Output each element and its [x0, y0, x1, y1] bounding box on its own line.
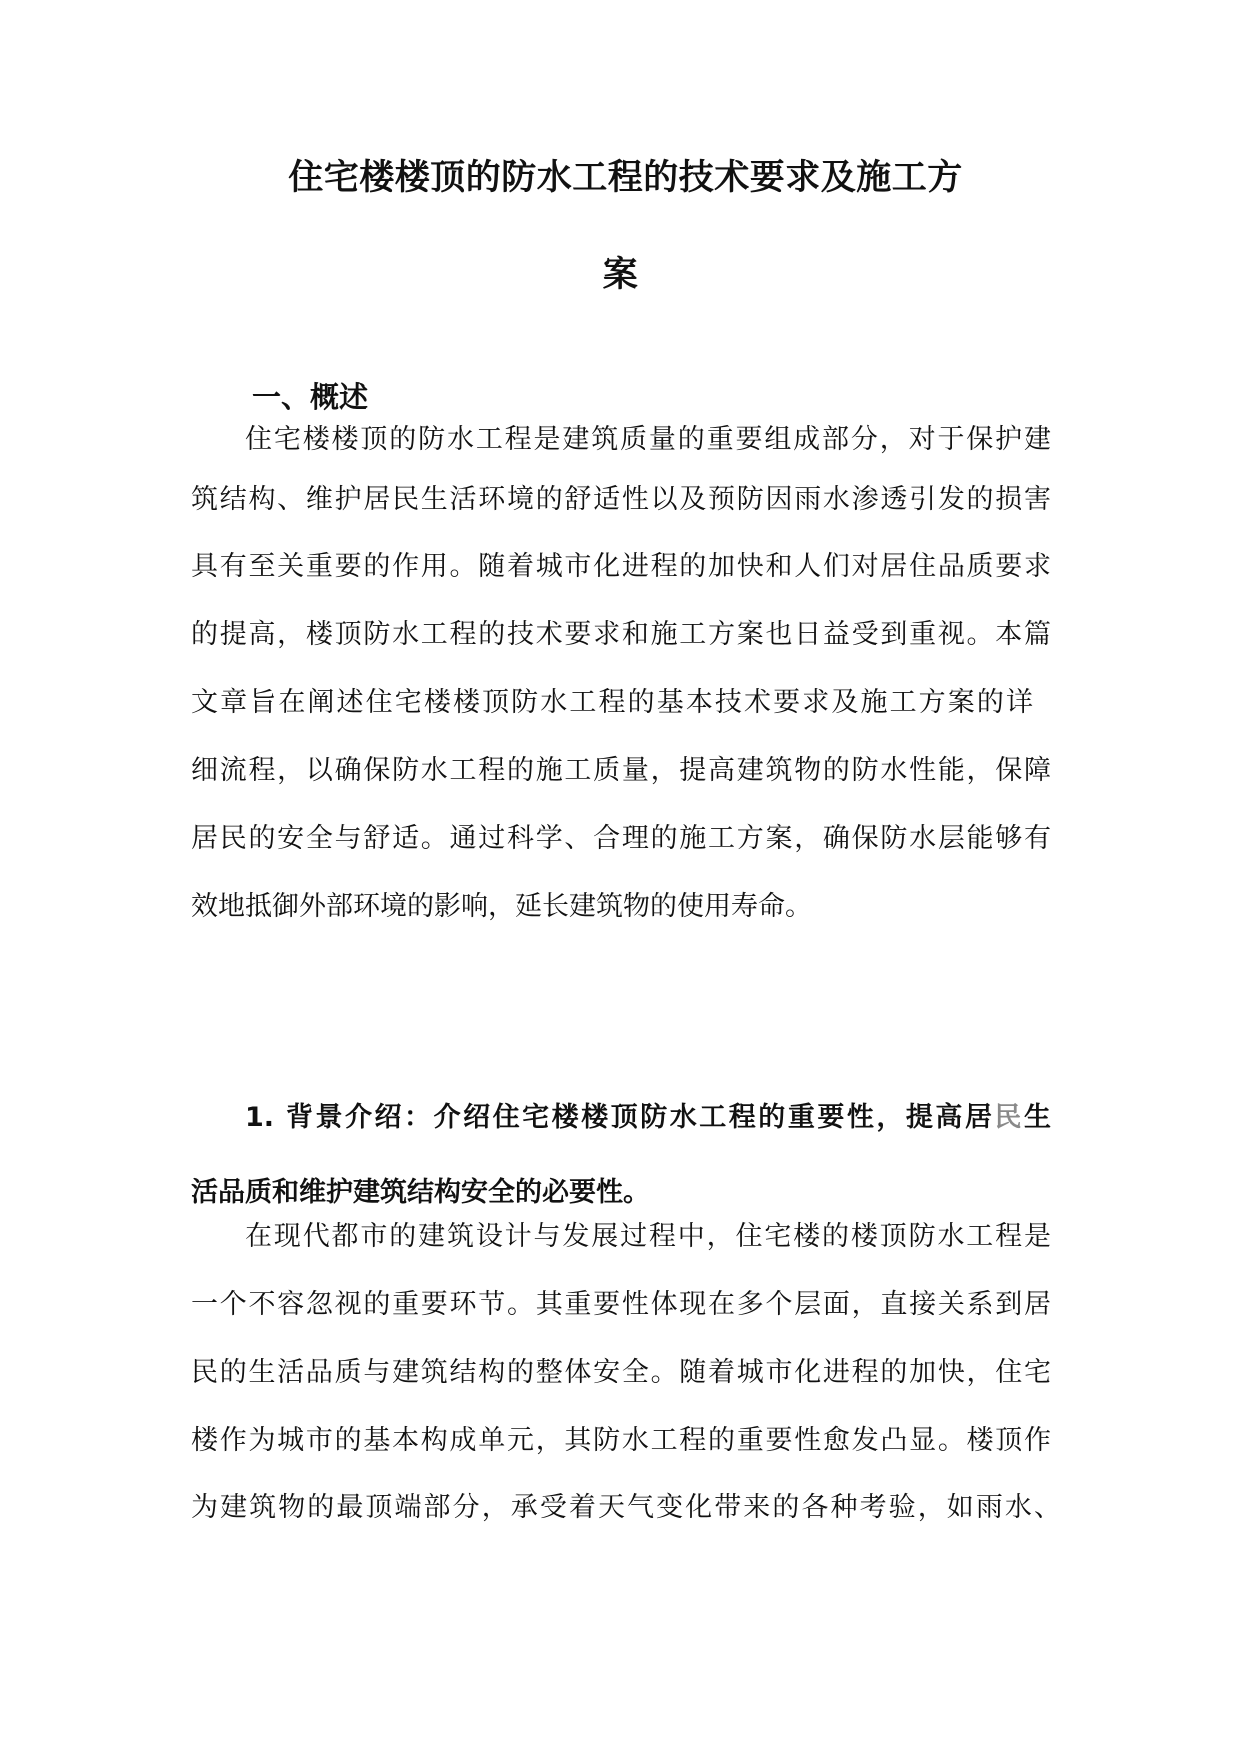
paragraph-line: 居民的安全与舒适。通过科学、合理的施工方案，确保防水层能够有 — [191, 823, 1051, 854]
paragraph-line: 筑结构、维护居民生活环境的舒适性以及预防因雨水渗透引发的损害 — [191, 484, 1051, 515]
paragraph-line: 为建筑物的最顶端部分，承受着天气变化带来的各种考验，如雨水、 — [191, 1492, 1061, 1523]
paragraph-line: 住宅楼楼顶的防水工程是建筑质量的重要组成部分，对于保护建 — [245, 424, 1051, 455]
section-heading-overview: 一、概述 — [252, 380, 369, 414]
subsection-heading-line-2: 活品质和维护建筑结构安全的必要性。 — [191, 1177, 650, 1208]
document-title-line-2: 案 — [602, 255, 639, 295]
paragraph-line: 楼作为城市的基本构成单元，其防水工程的重要性愈发凸显。楼顶作 — [191, 1425, 1051, 1456]
paragraph-line: 在现代都市的建筑设计与发展过程中，住宅楼的楼顶防水工程是 — [245, 1221, 1051, 1252]
paragraph-line: 细流程，以确保防水工程的施工质量，提高建筑物的防水性能，保障 — [191, 755, 1051, 786]
paragraph-line: 的提高，楼顶防水工程的技术要求和施工方案也日益受到重视。本篇 — [191, 619, 1051, 650]
subsection-heading-line-1 — [245, 1100, 1051, 1136]
paragraph-line: 一个不容忽视的重要环节。其重要性体现在多个层面，直接关系到居 — [191, 1289, 1051, 1320]
paragraph-line: 具有至关重要的作用。随着城市化进程的加快和人们对居住品质要求 — [191, 551, 1051, 582]
document-title-line-1: 住宅楼楼顶的防水工程的技术要求及施工方 — [288, 158, 963, 198]
subsection-heading-text: 1. 背景介绍：介绍住宅楼楼顶防水工程的重要性，提高居 — [245, 1102, 995, 1133]
subsection-heading-end-char: 生 — [1024, 1102, 1051, 1133]
paragraph-line: 民的生活品质与建筑结构的整体安全。随着城市化进程的加快，住宅 — [191, 1357, 1051, 1388]
paragraph-line: 文章旨在阐述住宅楼楼顶防水工程的基本技术要求及施工方案的详 — [191, 687, 1033, 718]
paragraph-line: 效地抵御外部环境的影响，延长建筑物的使用寿命。 — [191, 891, 812, 922]
subsection-heading-faint-char: 民 — [994, 1102, 1024, 1133]
